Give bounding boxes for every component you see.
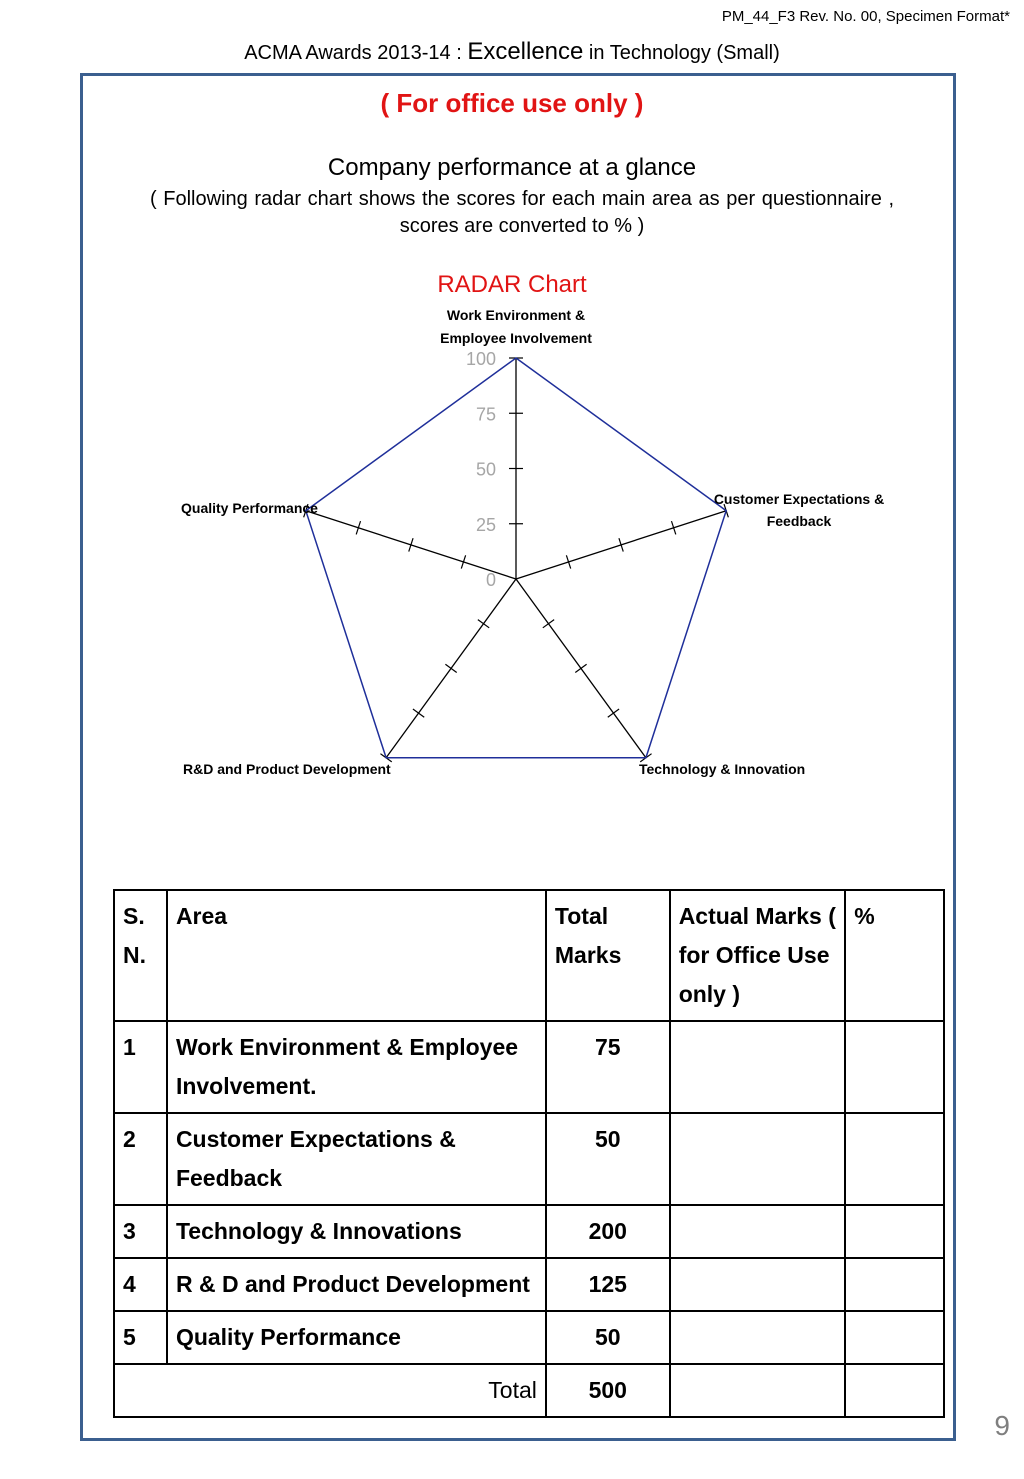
total-label: Total [114, 1364, 546, 1417]
total-actual-marks[interactable] [670, 1364, 846, 1417]
title-prefix: ACMA Awards 2013-14 : [244, 42, 468, 64]
row-area: Technology & Innovations [167, 1205, 546, 1258]
row-area: R & D and Product Development [167, 1258, 546, 1311]
header-percent: % [845, 890, 944, 1021]
table-row [114, 1021, 944, 1113]
axis-label-quality-performance: Quality Performance [181, 500, 318, 516]
axis-label-customer-expectations: Customer Expectations & Feedback [713, 491, 885, 529]
table-header-row [114, 890, 944, 1021]
row-total: 75 [546, 1021, 670, 1113]
row-total: 200 [546, 1205, 670, 1258]
row-area: Customer Expectations & Feedback [167, 1113, 546, 1205]
doc-code: PM_44_F3 Rev. No. 00, Specimen Format* [721, 8, 1010, 25]
table-row [114, 1113, 944, 1205]
marks-table [113, 889, 945, 1418]
row-total: 50 [546, 1113, 670, 1205]
row-total: 125 [546, 1258, 670, 1311]
row-percent[interactable] [845, 1205, 944, 1258]
radar-tick-label: 75 [475, 404, 496, 425]
office-use-note: ( For office use only ) [380, 88, 644, 118]
performance-heading: Company performance at a glance [327, 154, 697, 181]
table-total-row [114, 1364, 944, 1417]
radar-tick-mark [445, 664, 456, 672]
row-actual-marks[interactable] [670, 1205, 846, 1258]
table-row [114, 1205, 944, 1258]
radar-tick-label: 100 [465, 349, 496, 369]
axis-label-technology-innovation: Technology & Innovation [639, 761, 806, 777]
row-sn: 2 [114, 1113, 167, 1205]
row-sn: 3 [114, 1205, 167, 1258]
radar-tick-mark [413, 709, 424, 717]
radar-tick-label: 25 [475, 514, 496, 535]
header-actual-marks: Actual Marks ( for Office Use only ) [670, 890, 846, 1021]
title-suffix: in Technology (Small) [583, 42, 780, 64]
row-percent[interactable] [845, 1311, 944, 1364]
total-value: 500 [546, 1364, 670, 1417]
row-percent[interactable] [845, 1113, 944, 1205]
axis-label-work-environment: Work Environment & Employee Involvement [440, 307, 592, 346]
row-sn: 5 [114, 1311, 167, 1364]
page-number: 9 [994, 1410, 1010, 1441]
axis-label-rnd-product-development: R&D and Product Development [183, 761, 391, 777]
row-area: Work Environment & Employee Involvement. [167, 1021, 546, 1113]
row-percent[interactable] [845, 1258, 944, 1311]
row-actual-marks[interactable] [670, 1113, 846, 1205]
header-total-marks: Total Marks [546, 890, 670, 1021]
table-row [114, 1311, 944, 1364]
radar-tick-label: 50 [475, 459, 496, 480]
row-actual-marks[interactable] [670, 1021, 846, 1113]
radar-tick-mark [575, 664, 586, 672]
row-actual-marks[interactable] [670, 1311, 846, 1364]
title-highlight: Excellence [467, 38, 584, 65]
row-area: Quality Performance [167, 1311, 546, 1364]
header-sn: S. N. [114, 890, 167, 1021]
row-sn: 4 [114, 1258, 167, 1311]
radar-chart-title: RADAR Chart [437, 271, 587, 298]
radar-tick-mark [608, 709, 619, 717]
row-sn: 1 [114, 1021, 167, 1113]
total-percent[interactable] [845, 1364, 944, 1417]
row-percent[interactable] [845, 1021, 944, 1113]
header-area: Area [167, 890, 546, 1021]
table-row [114, 1258, 944, 1311]
radar-tick-mark [543, 620, 554, 628]
radar-tick-label: 0 [485, 570, 496, 590]
row-total: 50 [546, 1311, 670, 1364]
row-actual-marks[interactable] [670, 1258, 846, 1311]
performance-description: ( Following radar chart shows the scores for each main area as per questionnaire , scores are converted to % ) [150, 188, 894, 237]
radar-tick-mark [478, 620, 489, 628]
